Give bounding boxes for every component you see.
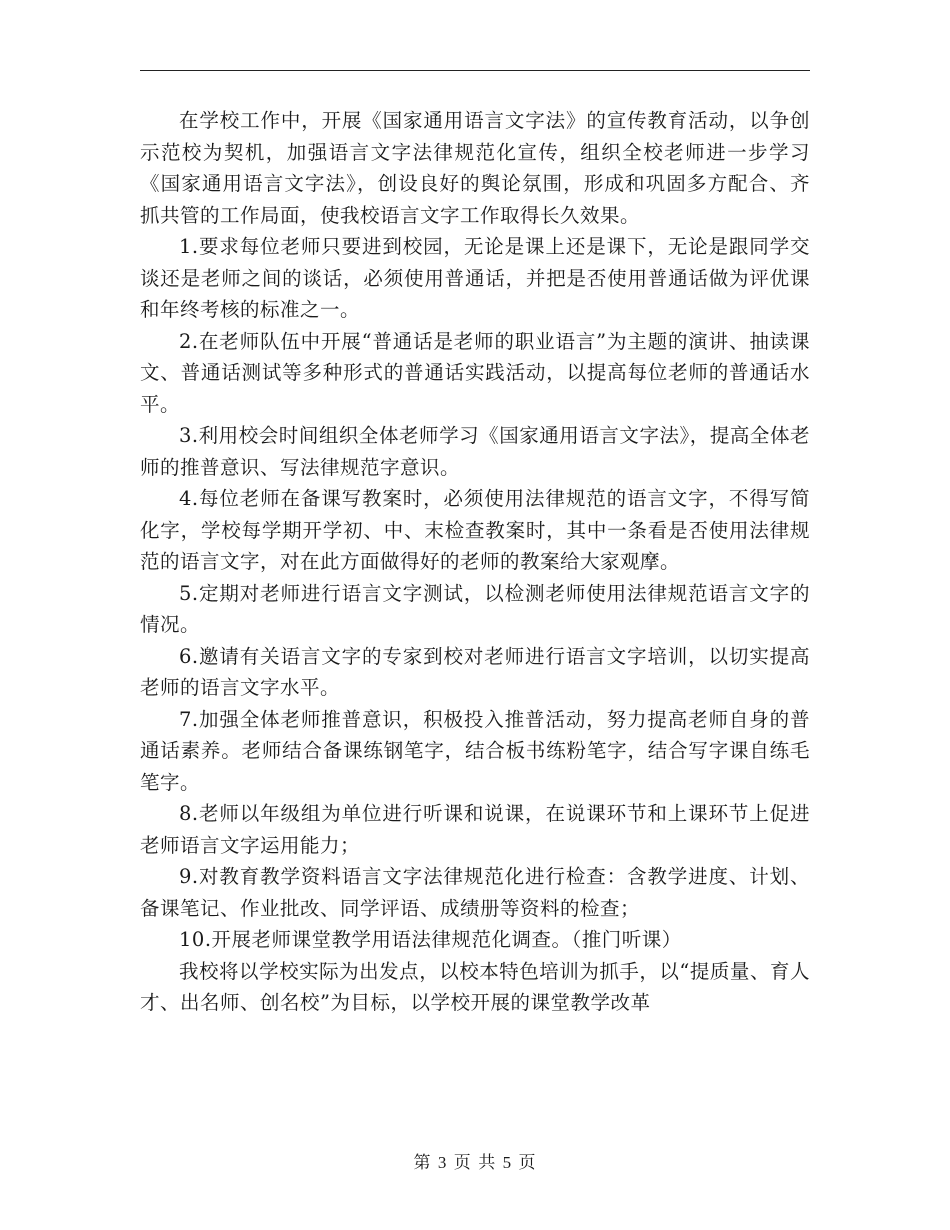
list-item-10: 10.开展老师课堂教学用语法律规范化调查。（推门听课）: [179, 928, 682, 951]
list-item-5: 5.定期对老师进行语言文字测试，以检测老师使用法律规范语言文字的情况。: [140, 581, 810, 636]
footer-suffix: 页: [518, 1153, 537, 1173]
list-item-8: 8.老师以年级组为单位进行听课和说课，在说课环节和上课环节上促进老师语言文字运用能力；: [140, 802, 810, 857]
header-rule: [140, 70, 810, 71]
list-item-2: 2.在老师队伍中开展“普通话是老师的职业语言”为主题的演讲、抽读课文、普通话测试等多种形式的普通话实践活动，以提高每位老师的普通话水平。: [140, 329, 810, 416]
document-body: [140, 105, 810, 1019]
intro-paragraph: 在学校工作中，开展《国家通用语言文字法》的宣传教育活动，以争创示范校为契机，加强语言文字法律规范化宣传，组织全校老师进一步学习《国家通用语言文字法》，创设良好的舆论氛围，形成和巩固多方配合、齐抓共管的工作局面，使我校语言文字工作取得长久效果。: [140, 109, 810, 227]
list-item-9: 9.对教育教学资料语言文字法律规范化进行检查：含教学进度、计划、备课笔记、作业批改、同学评语、成绩册等资料的检查；: [140, 865, 810, 920]
list-item-1: 1.要求每位老师只要进到校园，无论是课上还是课下，无论是跟同学交谈还是老师之间的谈话，必须使用普通话，并把是否使用普通话做为评优课和年终考核的标准之一。: [140, 235, 810, 321]
total-page-count: 5: [502, 1153, 513, 1172]
current-page-number: 3: [437, 1153, 448, 1172]
closing-paragraph: 我校将以学校实际为出发点，以校本特色培训为抓手，以“提质量、育人才、出名师、创名校”为目标，以学校开展的课堂教学改革: [140, 959, 810, 1014]
footer-middle: 页 共: [453, 1153, 497, 1173]
footer-prefix: 第: [413, 1153, 432, 1173]
page-footer: [0, 1148, 950, 1173]
list-item-3: 3.利用校会时间组织全体老师学习《国家通用语言文字法》，提高全体老师的推普意识、写法律规范字意识。: [140, 424, 810, 479]
list-item-4: 4.每位老师在备课写教案时，必须使用法律规范的语言文字，不得写简化字，学校每学期开学初、中、末检查教案时，其中一条看是否使用法律规范的语言文字，对在此方面做得好的老师的教案给大家观摩。: [140, 487, 810, 573]
list-item-7: 7.加强全体老师推普意识，积极投入推普活动，努力提高老师自身的普通话素养。老师结合备课练钢笔字，结合板书练粉笔字，结合写字课自练毛笔字。: [140, 707, 810, 794]
list-item-6: 6.邀请有关语言文字的专家到校对老师进行语言文字培训，以切实提高老师的语言文字水平。: [140, 644, 810, 699]
